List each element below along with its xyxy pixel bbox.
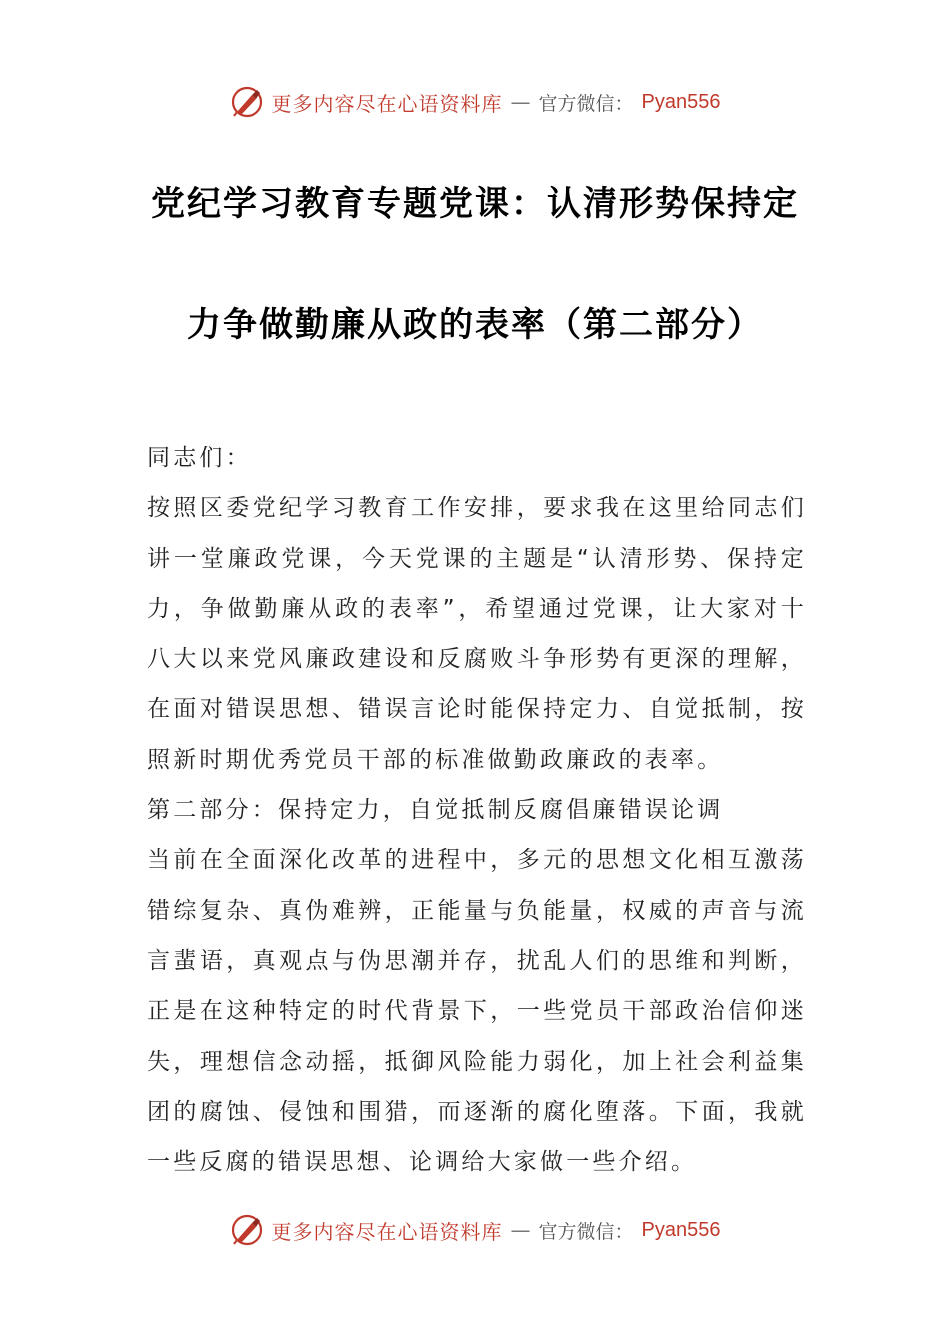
footer-banner [0, 1210, 950, 1250]
pen-nib-logo-icon [230, 85, 264, 119]
banner-text: 更多内容尽在心语资料库 [271, 91, 503, 116]
section-heading: 第二部分：保持定力，自觉抵制反腐倡廉错误论调 [147, 797, 724, 824]
banner-wechat-id: Pyan556 [641, 1218, 721, 1241]
document-title-line-1: 党纪学习教育专题党课：认清形势保持定 [151, 184, 799, 224]
banner-text: 更多内容尽在心语资料库 [271, 1219, 503, 1244]
document-body [147, 433, 807, 1187]
header-banner [0, 82, 950, 122]
banner-wechat-label: 官方微信： [538, 92, 634, 115]
paragraph-section-2: 当前在全面深化改革的进程中，多元的思想文化相互激荡错综复杂、真伪难辨，正能量与负能量，权威的声音与流言蜚语，真观点与伪思潮并存，扰乱人们的思维和判断，正是在这种特定的时代背景下，一些党员干部政治信仰迷失，理想信念动摇，抵御风险能力弱化，加上社会利益集团的腐蚀、侵蚀和围猎，而逐渐的腐化堕落。下面，我就一些反腐的错误思想、论调给大家做一些介绍。 [147, 847, 807, 1176]
banner-wechat-id: Pyan556 [641, 90, 721, 113]
document-title-line-2: 力争做勤廉从政的表率（第二部分） [187, 305, 763, 345]
salutation: 同志们： [147, 445, 252, 471]
banner-wechat-label: 官方微信： [538, 1220, 634, 1243]
paragraph-intro: 按照区委党纪学习教育工作安排，要求我在这里给同志们讲一堂廉政党课，今天党课的主题是“认清形势、保持定力，争做勤廉从政的表率”，希望通过党课，让大家对十八大以来党风廉政建设和反腐败斗争形势有更深的理解，在面对错误思想、错误言论时能保持定力、自觉抵制，按照新时期优秀党员干部的标准做勤政廉政的表率。 [147, 495, 807, 773]
banner-dash: — [510, 90, 531, 114]
banner-dash: — [510, 1218, 531, 1242]
pen-nib-logo-icon [230, 1213, 264, 1247]
